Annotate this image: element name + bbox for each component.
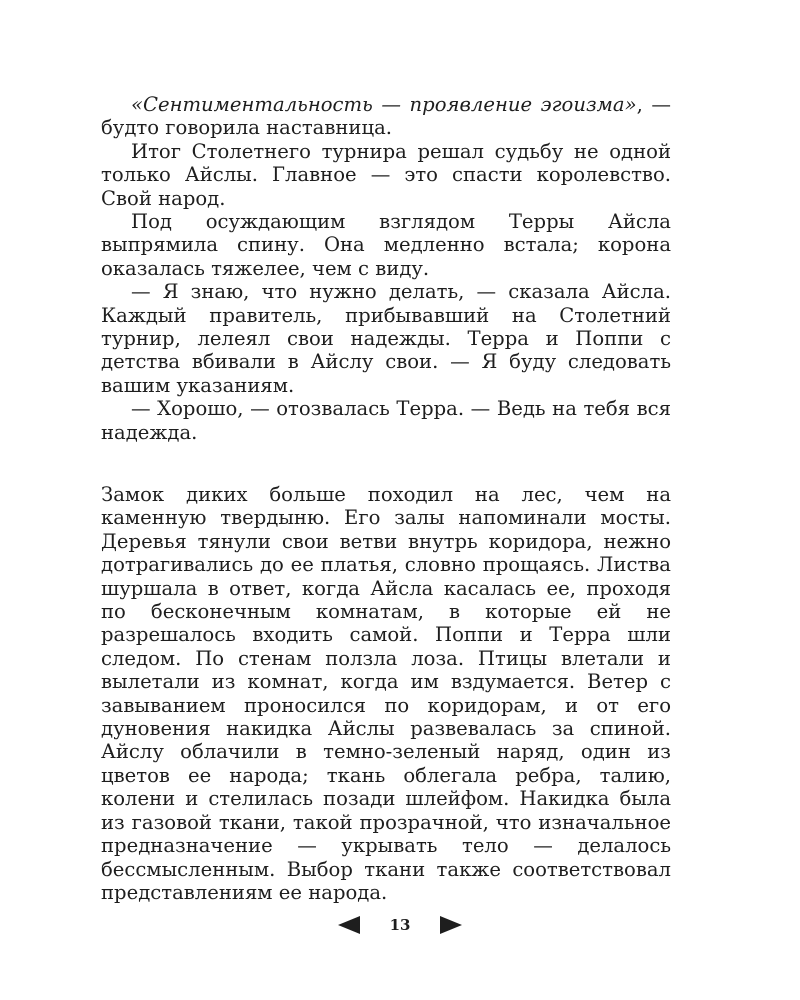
paragraph-text: , — будто говорила наставница. xyxy=(101,93,671,140)
paragraph: — Хорошо, — отозвалась Терра. — Ведь на тебя вся надежда. xyxy=(101,397,671,444)
text-section-dialogue xyxy=(101,93,671,444)
paragraph: Под осуждающим взглядом Терры Айсла выпрямила спину. Она медленно встала; корона оказалась тяжелее, чем с виду. xyxy=(101,210,671,280)
page-number: 13 xyxy=(389,916,411,934)
quote-text: «Сентиментальность — проявление эгоизма» xyxy=(131,93,637,116)
triangle-right-icon xyxy=(440,916,462,934)
text-section-castle xyxy=(101,483,671,904)
paragraph xyxy=(101,93,671,140)
paragraph: Итог Столетнего турнира решал судьбу не одной только Айслы. Главное — это спасти королевство. Свой народ. xyxy=(101,139,671,210)
paragraph: Замок диких больше походил на лес, чем на каменную твердыню. Его залы напоминали мосты. Деревья тянули свои ветви внутрь коридора, нежно дотрагивались до ее платья, словно прощаясь. Листва шуршала в ответ, когда Айсла касалась ее, проходя по бесконечным комнатам, в которые ей не разрешалось входить самой. Поппи и Терра шли следом. По стенам ползла лоза. Птицы влетали и вылетали из комнат, когда им вздумается. Ветер с завыванием проносился по коридорам, и от его дуновения накидка Айслы развевалась за спиной. Айслу облачили в темно-зеленый наряд, один из цветов ее народа; ткань облегала ребра, талию, колени и стелилась позади шлейфом. Накидка была из газовой ткани, такой прозрачной, что изначальное предназначение — укрывать тело — делалось бессмысленным. Выбор ткани также соответствовал представлениям ее народа. xyxy=(101,483,671,904)
page-footer xyxy=(0,910,800,940)
paragraph: — Я знаю, что нужно делать, — сказала Айсла. Каждый правитель, прибывавший на Столетний турнир, лелеял свои надежды. Терра и Поппи с детства вбивали в Айслу свои. — Я буду следовать вашим указаниям. xyxy=(101,280,671,397)
triangle-left-icon xyxy=(338,916,360,934)
